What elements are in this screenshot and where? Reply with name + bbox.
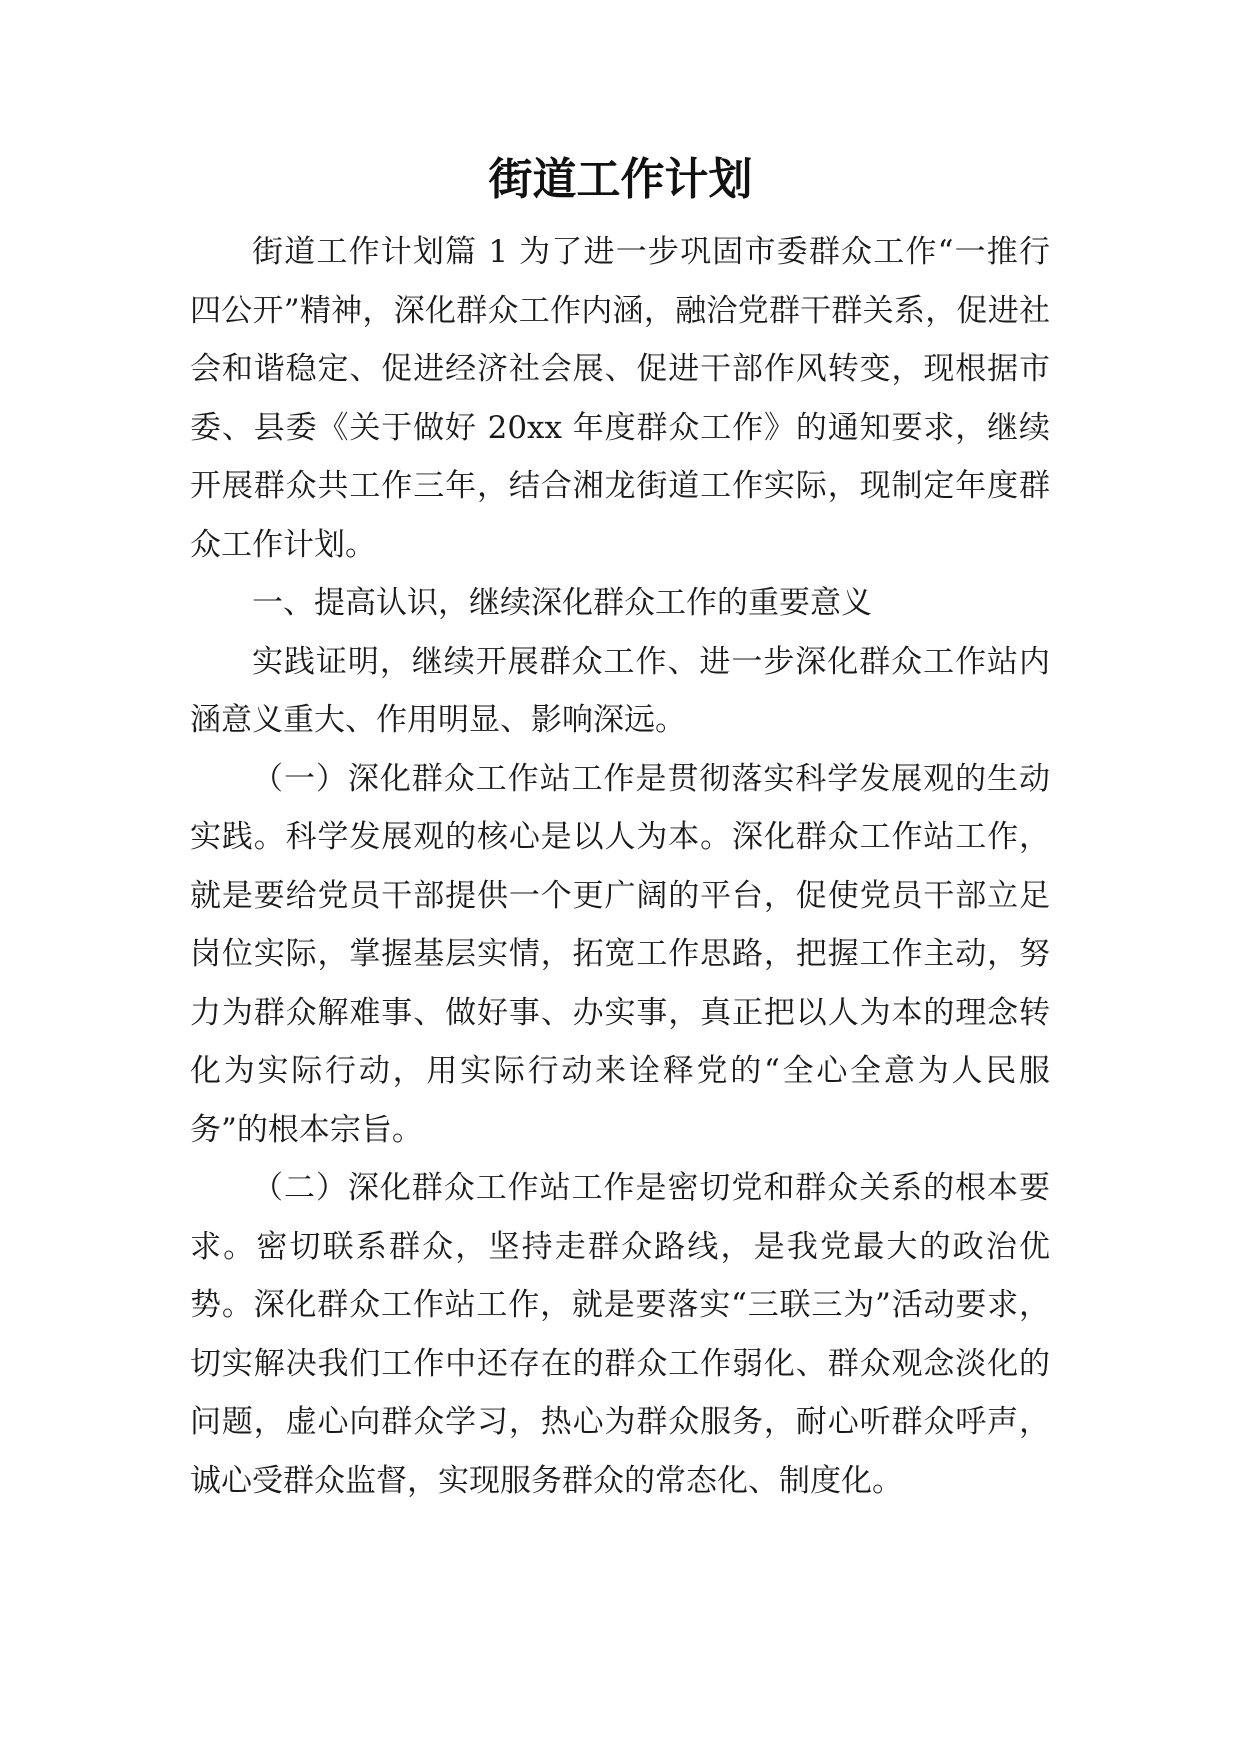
paragraph-intro: 街道工作计划篇 1 为了进一步巩固市委群众工作“一推行四公开”精神，深化群众工作内涵，融洽党群干群关系，促进社会和谐稳定、促进经济社会展、促进干部作风转变，现根据市委、县委《关于做好 20xx 年度群众工作》的通知要求，继续开展群众共工作三年，结合湘龙街道工作实际，现制定年度群众工作计划。 xyxy=(190,234,1050,563)
document-title: 街道工作计划 xyxy=(488,154,753,205)
paragraph-point-1: （一）深化群众工作站工作是贯彻落实科学发展观的生动实践。科学发展观的核心是以人为本。深化群众工作站工作，就是要给党员干部提供一个更广阔的平台，促使党员干部立足岗位实际，掌握基层实情，拓宽工作思路，把握工作主动，努力为群众解难事、做好事、办实事，真正把以人为本的理念转化为实际行动，用实际行动来诠释党的“全心全意为人民服务”的根本宗旨。 xyxy=(190,760,1050,1148)
paragraph-point-2: （二）深化群众工作站工作是密切党和群众关系的根本要求。密切联系群众，坚持走群众路线，是我党最大的政治优势。深化群众工作站工作，就是要落实“三联三为”活动要求，切实解决我们工作中还存在的群众工作弱化、群众观念淡化的问题，虚心向群众学习，热心为群众服务，耐心听群众呼声，诚心受群众监督，实现服务群众的常态化、制度化。 xyxy=(190,1170,1050,1499)
paragraph-practice: 实践证明，继续开展群众工作、进一步深化群众工作站内涵意义重大、作用明显、影响深远。 xyxy=(190,643,1050,738)
section-heading-1: 一、提高认识，继续深化群众工作的重要意义 xyxy=(252,585,872,621)
document-body xyxy=(190,223,1050,1510)
